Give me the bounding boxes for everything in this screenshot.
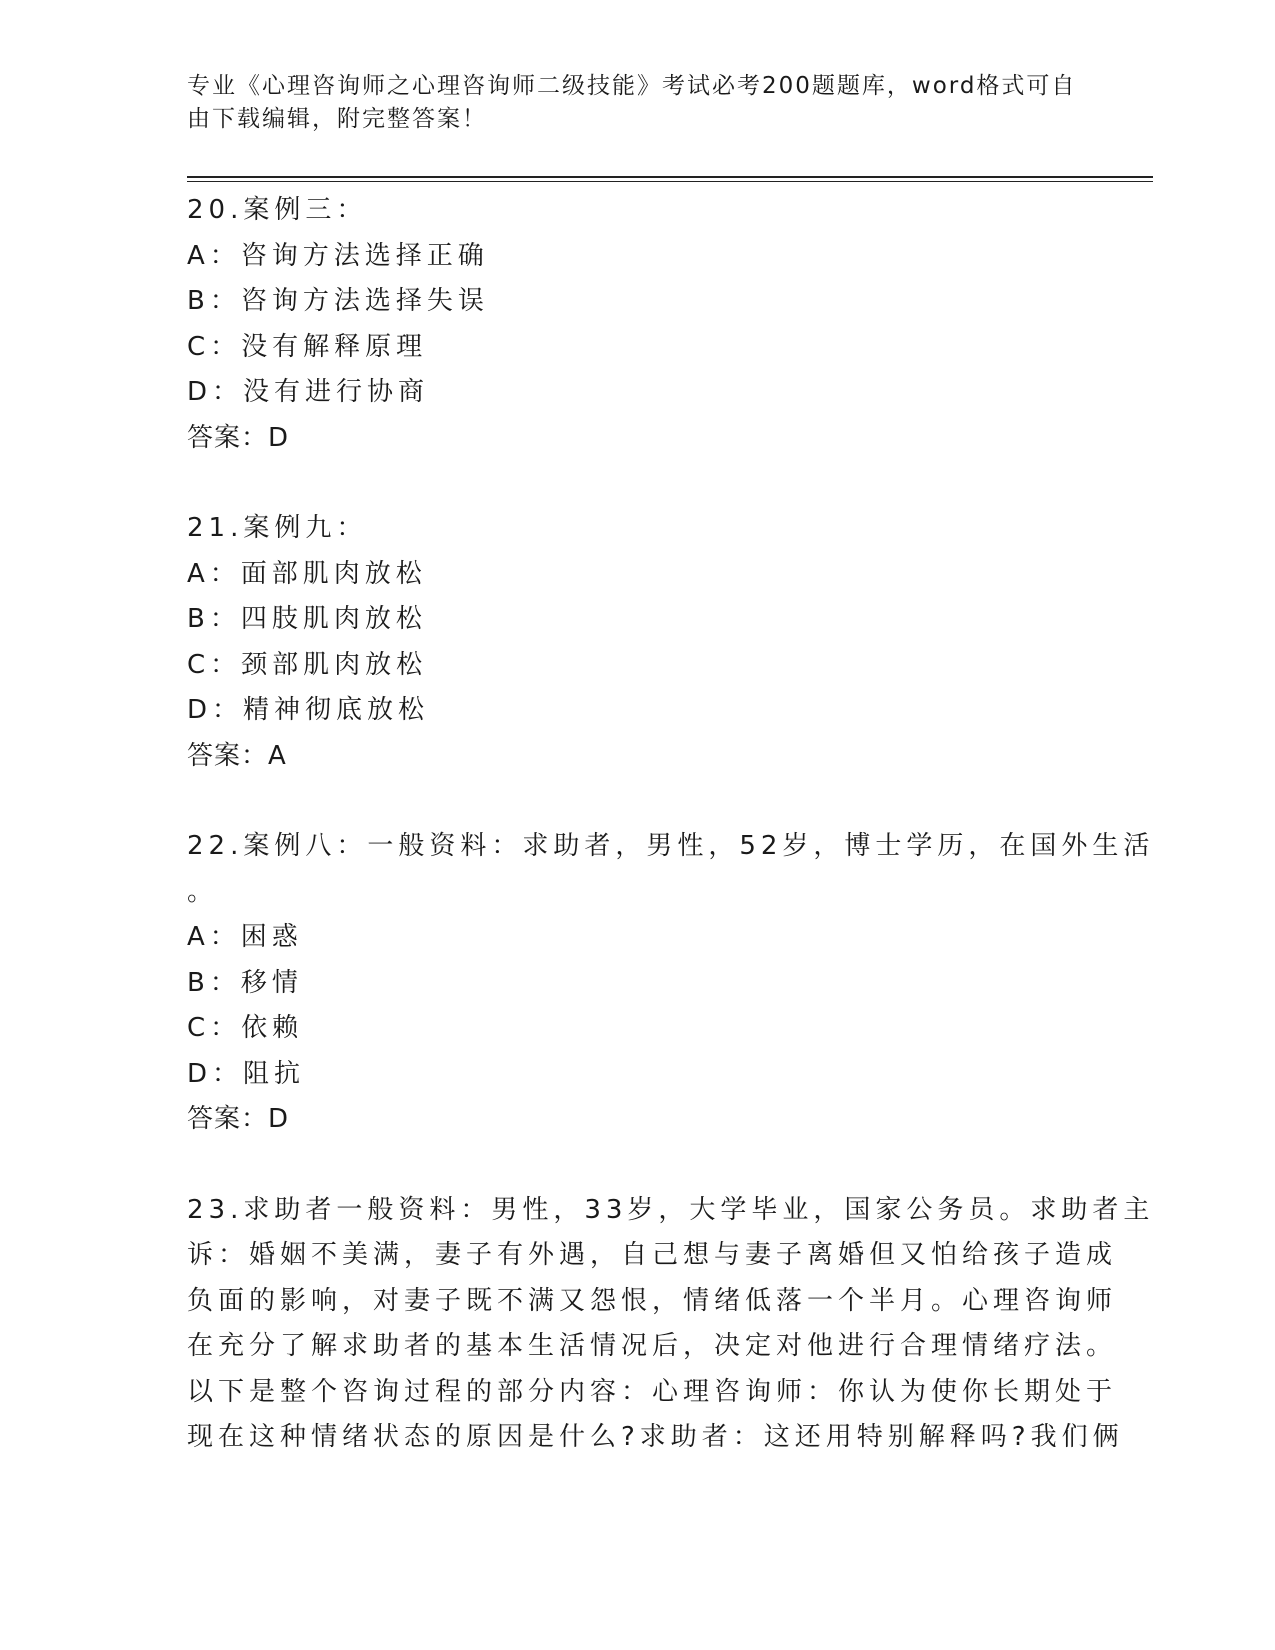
option-b: B：咨询方法选择失误 [187, 286, 489, 316]
question-20 [187, 188, 1087, 461]
header-line-2: 由下载编辑，附完整答案！ [187, 106, 487, 132]
question-stem-line-3: 负面的影响，对妻子既不满又怨恨，情绪低落一个半月。心理咨询师 [187, 1285, 1118, 1316]
option-d: D：阻抗 [187, 1058, 306, 1089]
question-stem-line-5: 以下是整个咨询过程的部分内容：心理咨询师：你认为使你长期处于 [187, 1376, 1118, 1407]
question-stem-line-1: 23.求助者一般资料：男性，33岁，大学毕业，国家公务员。求助者主 [187, 1194, 1155, 1225]
answer-label: 答案：D [187, 422, 290, 453]
option-d: D：精神彻底放松 [187, 695, 430, 725]
option-b: B：四肢肌肉放松 [187, 604, 427, 634]
question-list [187, 188, 1155, 1506]
question-23 [187, 1188, 1155, 1461]
option-d: D：没有进行协商 [187, 377, 430, 407]
question-stem: 21.案例九： [187, 513, 368, 543]
question-stem-continued: 。 [187, 876, 219, 907]
question-stem: 22.案例八：一般资料：求助者，男性，52岁，博士学历，在国外生活 [187, 831, 1155, 861]
option-c: C：依赖 [187, 1013, 304, 1043]
question-21 [187, 506, 1087, 779]
answer-label: 答案：A [187, 740, 287, 771]
option-b: B：移情 [187, 967, 303, 998]
option-c: C：没有解释原理 [187, 331, 428, 362]
question-stem-line-2: 诉：婚姻不美满，妻子有外遇，自己想与妻子离婚但又怕给孩子造成 [187, 1240, 1118, 1270]
option-a: A：面部肌肉放松 [187, 558, 427, 589]
question-stem-line-6: 现在这种情绪状态的原因是什么?求助者：这还用特别解释吗?我们俩 [187, 1422, 1124, 1452]
header-divider-thin [187, 181, 1153, 182]
question-22 [187, 824, 1155, 1143]
option-c: C：颈部肌肉放松 [187, 649, 428, 680]
question-stem: 20.案例三： [187, 195, 368, 225]
document-header [187, 70, 1077, 136]
question-stem-line-4: 在充分了解求助者的基本生活情况后，决定对他进行合理情绪疗法。 [187, 1331, 1118, 1361]
header-divider-thick [187, 176, 1153, 178]
option-a: A：咨询方法选择正确 [187, 240, 489, 271]
answer-label: 答案：D [187, 1104, 290, 1134]
option-a: A：困惑 [187, 922, 303, 952]
header-line-1: 专业《心理咨询师之心理咨询师二级技能》考试必考200题题库，word格式可自 [187, 73, 1077, 99]
